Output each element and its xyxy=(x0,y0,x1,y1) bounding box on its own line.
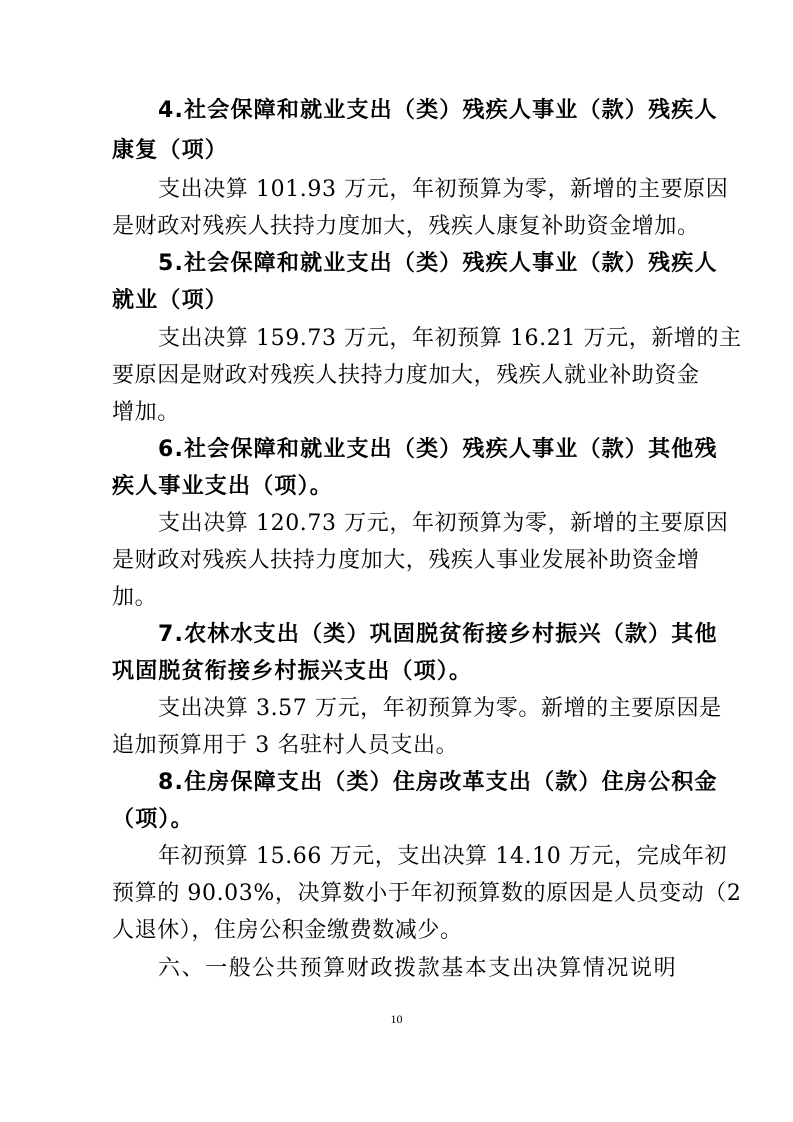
section-7-body-line-2: 追加预算用于 3 名驻村人员支出。 xyxy=(112,733,459,758)
section-4-title-line-1: 4.社会保障和就业支出（类）残疾人事业（款）残疾人 xyxy=(158,98,718,123)
section-6-title-line-1: 6.社会保障和就业支出（类）残疾人事业（款）其他残 xyxy=(158,437,718,462)
section-4-body-line-1: 支出决算 101.93 万元，年初预算为零，新增的主要原因 xyxy=(158,177,729,202)
section-4-title-line-2: 康复（项） xyxy=(112,138,229,163)
section-6-body-line-1: 支出决算 120.73 万元，年初预算为零，新增的主要原因 xyxy=(158,511,729,536)
section-8-body-line-1: 年初预算 15.66 万元，支出决算 14.10 万元，完成年初 xyxy=(158,844,728,869)
section-5-body-line-2: 要原因是财政对残疾人扶持力度加大，残疾人就业补助资金 xyxy=(112,363,700,388)
section-5-title-line-1: 5.社会保障和就业支出（类）残疾人事业（款）残疾人 xyxy=(158,251,718,276)
section-heading: 六、一般公共预算财政拨款基本支出决算情况说明 xyxy=(158,956,678,981)
section-5-body-line-1: 支出决算 159.73 万元，年初预算 16.21 万元，新增的主 xyxy=(158,326,742,351)
section-5-body-line-3: 增加。 xyxy=(112,400,180,425)
section-8-body-line-2: 预算的 90.03%，决算数小于年初预算数的原因是人员变动（2 xyxy=(112,881,742,906)
section-5-title-line-2: 就业（项） xyxy=(112,288,229,313)
section-7-body-line-1: 支出决算 3.57 万元，年初预算为零。新增的主要原因是 xyxy=(158,696,722,721)
section-4-body-line-2: 是财政对残疾人扶持力度加大，残疾人康复补助资金增加。 xyxy=(112,214,700,239)
page-number: 10 xyxy=(390,1012,403,1026)
section-8-body-line-3: 人退休），住房公积金缴费数减少。 xyxy=(112,918,463,943)
section-6-body-line-3: 加。 xyxy=(112,585,158,610)
section-7-title-line-1: 7.农林水支出（类）巩固脱贫衔接乡村振兴（款）其他 xyxy=(158,622,718,647)
section-6-title-line-2: 疾人事业支出（项）。 xyxy=(112,474,334,499)
section-8-title-line-2: （项）。 xyxy=(112,807,194,832)
section-8-title-line-1: 8.住房保障支出（类）住房改革支出（款）住房公积金 xyxy=(158,770,718,795)
section-6-body-line-2: 是财政对残疾人扶持力度加大，残疾人事业发展补助资金增 xyxy=(112,548,700,573)
section-7-title-line-2: 巩固脱贫衔接乡村振兴支出（项）。 xyxy=(112,659,473,684)
